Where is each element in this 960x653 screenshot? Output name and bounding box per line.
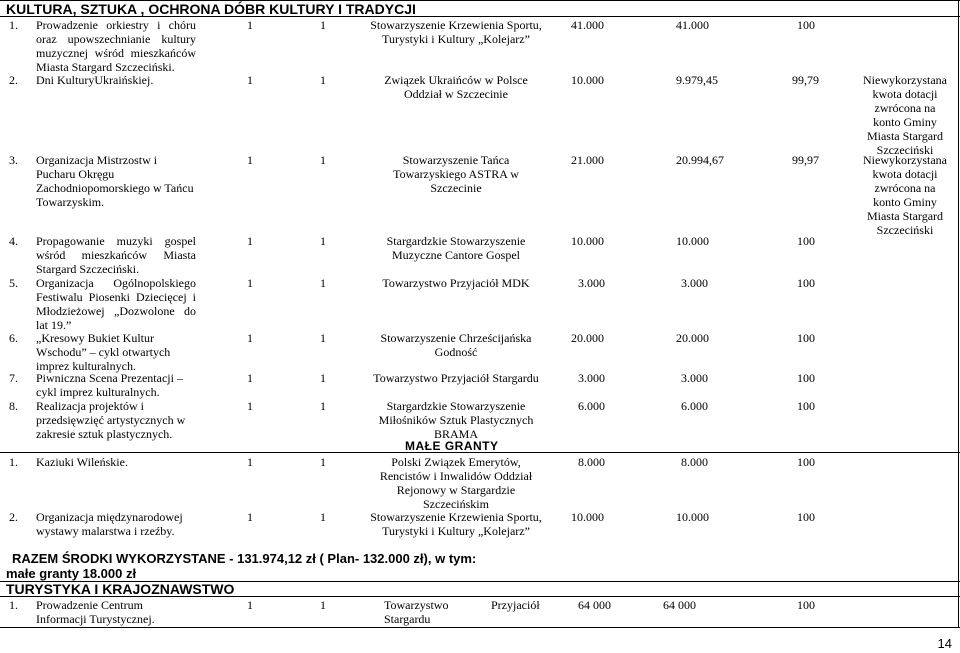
section-rule [0,16,960,17]
organization: Stowarzyszenie Krzewienia Sportu, Turystyki i Kultury „Kolejarz” [370,510,542,538]
section-heading-tourism: TURYSTYKA I KRAJOZNAWSTWO [6,581,235,597]
percent-used: 99,97 [792,153,819,167]
planned-amount: 10.000 [571,510,604,524]
granted-amount: 41.000 [676,18,709,32]
task-name: Organizacja Ogólnopolskiego Festiwalu Piosenki Dziecięcej i Młodzieżowej „Dozwolone do lat 19.” [36,276,196,332]
granted-amount: 20.994,67 [676,153,724,167]
remark: Niewykorzystana kwota dotacji zwrócona na konto Gminy Miasta Stargard Szczeciński [863,153,947,237]
grants-rule [0,452,960,453]
row-number: 2. [9,73,18,87]
organization: Polski Związek Emerytów, Rencistów i Inwalidów Oddział Rejonowy w Stargardzie Szczecińskim [379,455,533,511]
task-name: Prowadzenie Centrum Informacji Turystycznej. [36,598,155,626]
organization: Towarzystwo [384,598,449,612]
count-a: 1 [247,73,253,87]
planned-amount: 64 000 [578,598,611,612]
count-a: 1 [247,510,253,524]
row-number: 3. [9,153,18,167]
count-b: 1 [320,371,326,385]
percent-used: 99,79 [792,73,819,87]
count-b: 1 [320,510,326,524]
task-name: Piwniczna Scena Prezentacji – cykl imprez kulturalnych. [36,371,183,399]
count-b: 1 [320,234,326,248]
count-a: 1 [247,598,253,612]
page-number: 14 [937,636,952,651]
granted-amount: 10.000 [676,510,709,524]
organization: Stowarzyszenie Krzewienia Sportu, Turystyki i Kultury „Kolejarz” [370,18,542,46]
count-a: 1 [247,371,253,385]
count-a: 1 [247,234,253,248]
granted-amount: 6.000 [681,399,708,413]
task-name: Dni KulturyUkraińskiej. [36,73,154,87]
count-a: 1 [247,153,253,167]
count-b: 1 [320,73,326,87]
percent-used: 100 [797,510,815,524]
small-grants-heading: MAŁE GRANTY [405,439,499,453]
granted-amount: 20.000 [676,331,709,345]
count-b: 1 [320,399,326,413]
section-rule [0,596,960,597]
percent-used: 100 [797,455,815,469]
task-name: Prowadzenie orkiestry i chóru oraz upowszechnianie kultury muzycznej wśród mieszkańców Miasta Stargard Szczeciński. [36,18,196,74]
task-name: „Kresowy Bukiet Kultur Wschodu” – cykl otwartych imprez kulturalnych. [36,331,171,373]
organization-city: Stargardu [384,612,431,626]
summary-total: RAZEM ŚRODKI WYKORZYSTANE - 131.974,12 zł ( Plan- 132.000 zł), w tym: [12,551,477,566]
organization: Stowarzyszenie Chrześcijańska Godność [380,331,532,359]
planned-amount: 10.000 [571,234,604,248]
organization-cont: Przyjaciół [491,598,540,612]
count-a: 1 [247,18,253,32]
planned-amount: 41.000 [571,18,604,32]
row-number: 1. [9,455,18,469]
percent-used: 100 [797,234,815,248]
percent-used: 100 [797,18,815,32]
task-name: Realizacja projektów i przedsięwzięć artystycznych w zakresie sztuk plastycznych. [36,399,186,441]
planned-amount: 3.000 [578,276,605,290]
planned-amount: 6.000 [578,399,605,413]
task-name: Propagowanie muzyki gospel wśród mieszkańców Miasta Stargard Szczeciński. [36,234,196,276]
count-b: 1 [320,153,326,167]
organization: Towarzystwo Przyjaciół MDK [382,276,530,290]
row-number: 7. [9,371,18,385]
row-number: 2. [9,510,18,524]
row-number: 4. [9,234,18,248]
count-a: 1 [247,399,253,413]
count-b: 1 [320,331,326,345]
percent-used: 100 [797,371,815,385]
task-name: Kaziuki Wileńskie. [36,455,128,469]
bottom-rule [0,627,960,628]
row-number: 6. [9,331,18,345]
count-a: 1 [247,331,253,345]
remark: Niewykorzystana kwota dotacji zwrócona na konto Gminy Miasta Stargard Szczeciński [863,73,947,157]
organization: Stargardzkie Stowarzyszenie Miłośników Sztuk Plastycznych BRAMA [378,399,534,441]
row-number: 1. [9,18,18,32]
count-b: 1 [320,598,326,612]
percent-used: 100 [797,399,815,413]
row-number: 1. [9,598,18,612]
planned-amount: 8.000 [578,455,605,469]
organization: Towarzystwo Przyjaciół Stargardu [373,371,539,385]
planned-amount: 10.000 [571,73,604,87]
count-a: 1 [247,455,253,469]
row-number: 8. [9,399,18,413]
percent-used: 100 [797,331,815,345]
organization: Związek Ukraińców w Polsce Oddział w Szczecinie [384,73,528,101]
granted-amount: 8.000 [681,455,708,469]
count-b: 1 [320,276,326,290]
row-number: 5. [9,276,18,290]
granted-amount: 9.979,45 [676,73,718,87]
percent-used: 100 [797,598,815,612]
organization: Stowarzyszenie Tańca Towarzyskiego ASTRA w Szczecinie [393,153,519,195]
granted-amount: 64 000 [663,598,696,612]
granted-amount: 3.000 [681,276,708,290]
planned-amount: 3.000 [578,371,605,385]
organization: Stargardzkie Stowarzyszenie Muzyczne Cantore Gospel [386,234,526,262]
granted-amount: 10.000 [676,234,709,248]
planned-amount: 21.000 [571,153,604,167]
task-name: Organizacja Mistrzostw i Pucharu Okręgu Zachodniopomorskiego w Tańcu Towarzyskim. [36,153,194,209]
count-a: 1 [247,276,253,290]
count-b: 1 [320,455,326,469]
granted-amount: 3.000 [681,371,708,385]
count-b: 1 [320,18,326,32]
summary-small-grants: małe granty 18.000 zł [6,566,137,581]
section-heading-culture: KULTURA, SZTUKA , OCHRONA DÓBR KULTURY I TRADYCJI [6,1,416,17]
percent-used: 100 [797,276,815,290]
task-name: Organizacja międzynarodowej wystawy malarstwa i rzeźby. [36,510,183,538]
right-border [958,0,959,628]
planned-amount: 20.000 [571,331,604,345]
